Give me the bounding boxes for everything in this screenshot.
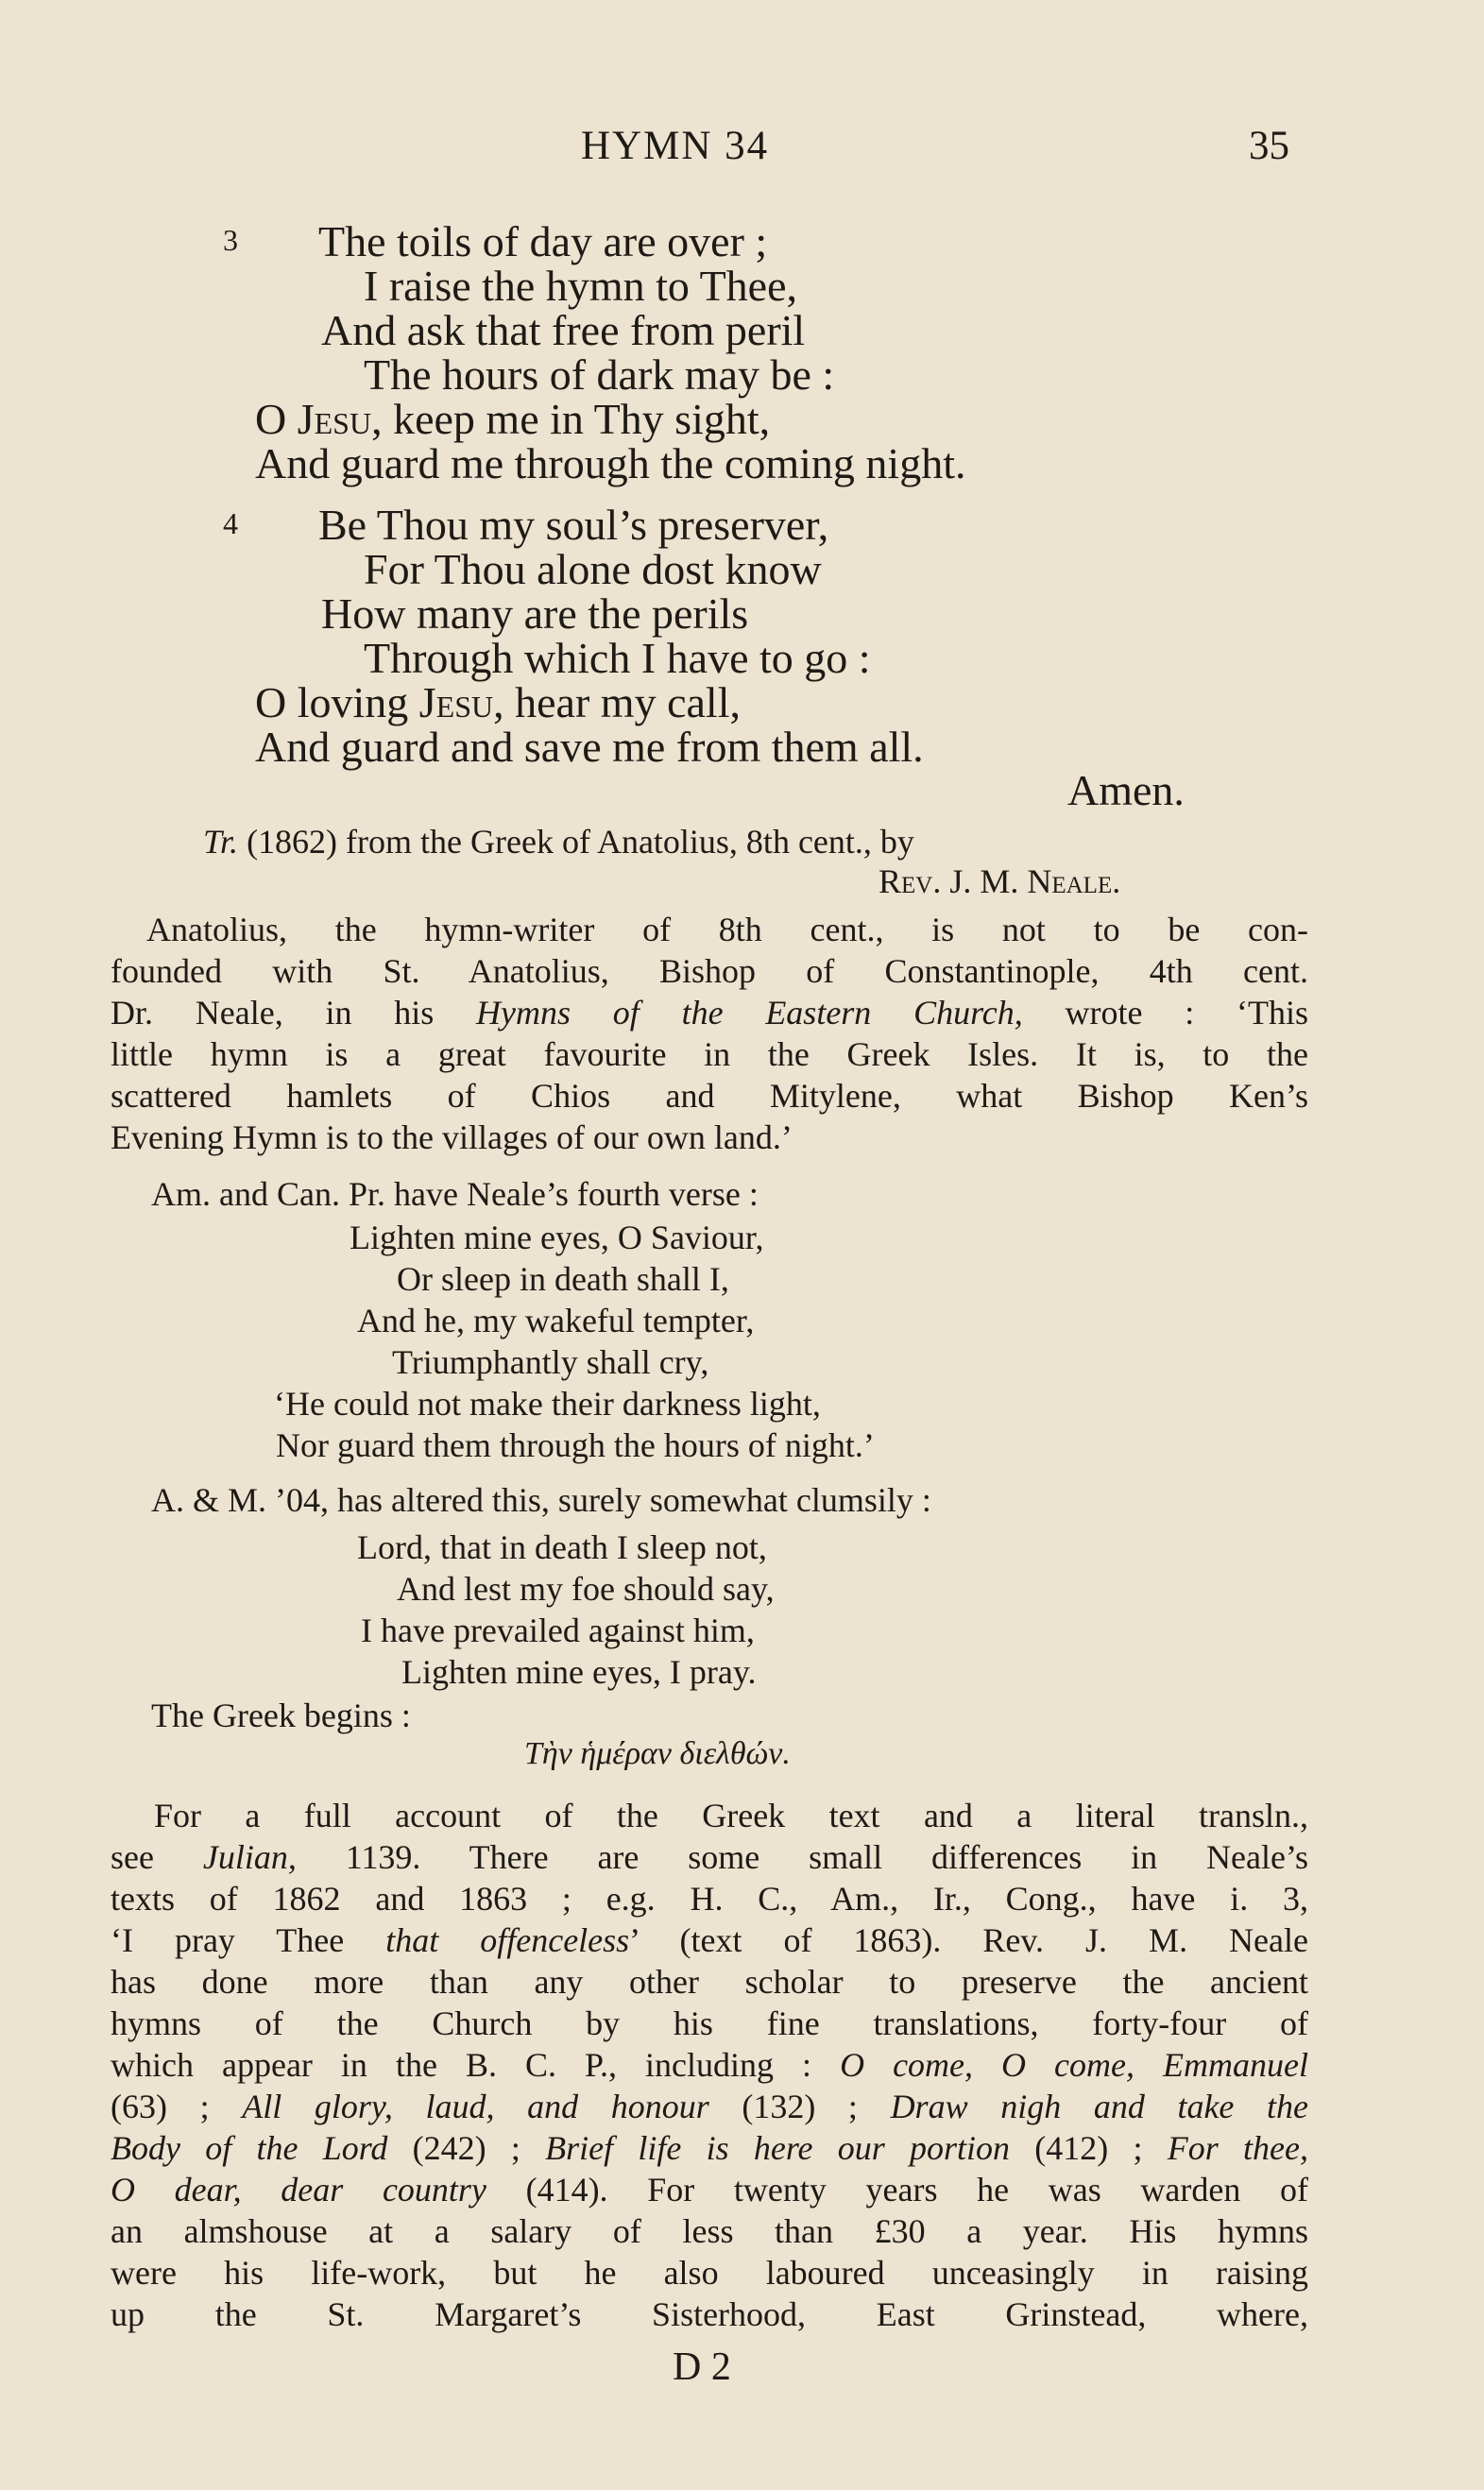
text-run: (412) ; <box>1010 2129 1168 2167</box>
stanza-number: 4 <box>223 506 238 540</box>
text-run: wrote : ‘This <box>1065 994 1309 1032</box>
hymn-title: All glory, laud, and honour <box>242 2088 709 2125</box>
verse-line <box>255 395 771 443</box>
note-paragraph <box>111 1795 1308 2335</box>
text-line: hymns of the Church by his fine translations, forty-four of <box>111 2004 1308 2042</box>
signature-mark: D 2 <box>673 2345 731 2389</box>
text-line: scattered hamlets of Chios and Mitylene, what Bishop Ken’s <box>111 1077 1308 1115</box>
note-intro: A. & M. ’04, has altered this, surely somewhat clumsily : <box>151 1481 931 1519</box>
text-run: (63) ; <box>111 2088 243 2125</box>
hymn-title: O come, O come, Emmanuel <box>840 2046 1308 2084</box>
text-line: up the St. Margaret’s Sisterhood, East Grinstead, where, <box>111 2295 1308 2333</box>
verse-line: The hours of dark may be : <box>364 350 835 399</box>
note-intro: The Greek begins : <box>151 1697 411 1734</box>
text-line <box>111 2127 1308 2169</box>
attribution-text: (1862) from the Greek of Anatolius, 8th cent., by <box>238 823 914 861</box>
text-line <box>111 2169 1308 2210</box>
text-line <box>111 1919 1308 1961</box>
quoted-line: And he, my wakeful tempter, <box>357 1302 755 1339</box>
verse-line-prefix: O loving <box>255 678 419 726</box>
note-paragraph <box>111 909 1308 1158</box>
text-line <box>111 2086 1308 2127</box>
quoted-line: Nor guard them through the hours of night.’ <box>276 1426 875 1464</box>
text-line: For a full account of the Greek text and a literal transln., <box>154 1797 1308 1834</box>
hymn-title: Draw nigh and take the <box>890 2088 1308 2125</box>
quoted-phrase: that offenceless <box>385 1921 630 1959</box>
running-header <box>0 123 1484 170</box>
verse-line: How many are the perils <box>321 589 749 638</box>
greek-incipit: Τὴν ἡμέραν διελθών. <box>524 1736 791 1771</box>
quoted-line: And lest my foe should say, <box>397 1570 775 1608</box>
page-number: 35 <box>1249 124 1289 168</box>
text-run: see <box>111 1838 203 1876</box>
text-line: Anatolius, the hymn-writer of 8th cent., is not to be con- <box>146 911 1308 948</box>
text-run: ’ (text of 1863). Rev. J. M. Neale <box>629 1921 1308 1959</box>
verse-line: Through which I have to go : <box>364 634 871 682</box>
verse-line <box>255 678 741 726</box>
text-run: which appear in the B. C. P., including : <box>111 2046 841 2084</box>
hymn-title: Brief life is here our portion <box>545 2129 1011 2167</box>
text-line: little hymn is a great favourite in the Greek Isles. It is, to the <box>111 1035 1308 1073</box>
text-line: founded with St. Anatolius, Bishop of Constantinople, 4th cent. <box>111 952 1308 990</box>
text-line <box>111 1836 1308 1878</box>
text-run: (242) ; <box>387 2129 546 2167</box>
verse-line: Be Thou my soul’s preserver, <box>318 501 829 549</box>
quoted-line: Triumphantly shall cry, <box>392 1343 709 1381</box>
text-line <box>111 992 1308 1033</box>
holy-name: Jesu, <box>297 395 383 443</box>
quoted-line: Lighten mine eyes, I pray. <box>401 1653 757 1691</box>
book-title: Hymns of the Eastern Church, <box>476 994 1023 1032</box>
text-line: texts of 1862 and 1863 ; e.g. H. C., Am., Ir., Cong., have i. 3, <box>111 1880 1308 1918</box>
text-line: an almshouse at a salary of less than £30 a year. His hymns <box>111 2212 1308 2250</box>
verse-line: For Thou alone dost know <box>364 545 822 593</box>
hymn-title: O dear, dear country <box>111 2171 486 2209</box>
text-line: Evening Hymn is to the villages of our own land.’ <box>111 1118 793 1156</box>
verse-line: I raise the hymn to Thee, <box>364 262 798 310</box>
quoted-line: Or sleep in death shall I, <box>397 1260 729 1298</box>
translation-attribution <box>203 822 914 861</box>
note-intro: Am. and Can. Pr. have Neale’s fourth verse : <box>151 1175 759 1213</box>
verse-line-rest: keep me in Thy sight, <box>393 395 771 443</box>
hymn-title: Body of the Lord <box>111 2129 388 2167</box>
verse-line-prefix: O <box>255 395 298 443</box>
text-run: (414). For twenty years he was warden of <box>486 2171 1308 2209</box>
tr-abbrev: Tr. <box>203 823 239 861</box>
verse-line-rest: hear my call, <box>515 678 741 726</box>
amen: Amen. <box>1067 766 1185 814</box>
quoted-line: ‘He could not make their darkness light, <box>274 1385 821 1423</box>
translator-name: Rev. J. M. Neale. <box>878 862 1121 900</box>
text-line <box>111 2044 1308 2086</box>
holy-name: Jesu, <box>418 678 504 726</box>
verse-line: And guard me through the coming night. <box>255 439 966 487</box>
book-title: Julian, <box>202 1838 297 1876</box>
quoted-line: Lighten mine eyes, O Saviour, <box>350 1219 764 1256</box>
quoted-line: Lord, that in death I sleep not, <box>357 1528 767 1566</box>
text-run: ‘I pray Thee <box>111 1921 386 1959</box>
running-title: HYMN 34 <box>581 124 770 168</box>
text-run: 1139. There are some small differences in Neale’s <box>296 1838 1308 1876</box>
text-run: (132) ; <box>708 2088 891 2125</box>
verse-line: And guard and save me from them all. <box>255 723 924 771</box>
text-line: has done more than any other scholar to preserve the ancient <box>111 1963 1308 2001</box>
stanza-number: 3 <box>223 223 238 257</box>
hymn-title: For thee, <box>1167 2129 1308 2167</box>
verse-line: The toils of day are over ; <box>318 217 768 265</box>
quoted-line: I have prevailed against him, <box>361 1612 755 1649</box>
text-line: were his life-work, but he also laboured unceasingly in raising <box>111 2254 1308 2292</box>
text-run: Dr. Neale, in his <box>111 994 435 1032</box>
verse-line: And ask that free from peril <box>321 306 806 354</box>
